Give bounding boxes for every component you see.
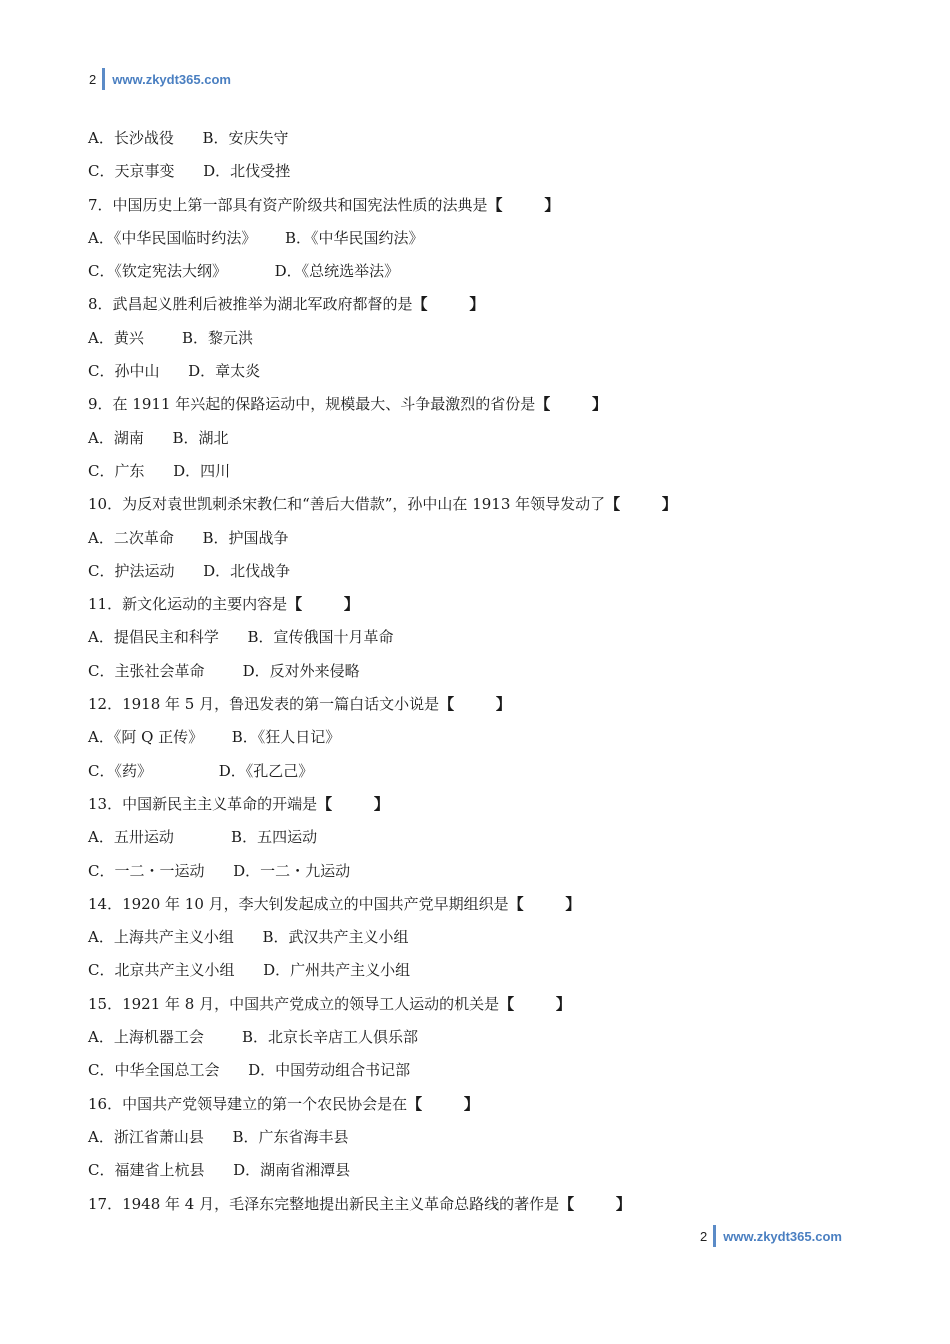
page-header <box>89 68 231 90</box>
option-line: C．福建省上杭县 D．湖南省湘潭县 <box>88 1161 351 1180</box>
option-line: A．提倡民主和科学 B．宣传俄国十月革命 <box>88 628 394 647</box>
question-line <box>88 189 868 222</box>
option-line: C．一二・一运动 D．一二・九运动 <box>88 861 351 880</box>
footer-divider <box>713 1225 716 1247</box>
option-line: A．上海机器工会 B．北京长辛店工人俱乐部 <box>88 1028 419 1047</box>
answer-bracket: 【 】 <box>499 994 571 1013</box>
question-line <box>88 588 868 621</box>
option-line: A．长沙战役 B．安庆失守 <box>88 129 289 147</box>
footer-page-number: 2 <box>700 1228 708 1244</box>
answer-bracket: 【 】 <box>559 1194 631 1213</box>
header-site-url: www.zkydt365.com <box>112 71 231 87</box>
option-line: A．《中华民国临时约法》 B．《中华民国约法》 <box>88 228 424 247</box>
header-page-number: 2 <box>89 71 97 87</box>
question-text: 11．新文化运动的主要内容是 <box>88 595 288 614</box>
option-line: A．五卅运动 B．五四运动 <box>88 828 318 847</box>
question-line <box>88 988 868 1021</box>
answer-bracket: 【 】 <box>407 1094 479 1113</box>
option-line: C．《药》 D．《孔乙己》 <box>88 761 314 780</box>
question-line <box>88 688 868 721</box>
question-line <box>88 288 868 321</box>
option-line: C．护法运动 D．北伐战争 <box>88 561 291 580</box>
answer-bracket: 【 】 <box>508 894 581 913</box>
option-line: A．上海共产主义小组 B．武汉共产主义小组 <box>88 928 409 947</box>
exam-questions <box>88 122 868 1221</box>
question-text: 13．中国新民主主义革命的开端是 <box>88 794 318 813</box>
page-footer <box>700 1225 842 1247</box>
question-text: 15．1921 年 8 月，中国共产党成立的领导工人运动的机关是 <box>88 994 500 1013</box>
option-line: C．广东 D．四川 <box>88 461 231 480</box>
answer-bracket: 【 】 <box>412 295 485 314</box>
option-line: A．浙江省萧山县 B．广东省海丰县 <box>88 1127 349 1146</box>
option-line: C．天京事变 D．北伐受挫 <box>88 162 291 181</box>
question-text: 16．中国共产党领导建立的第一个农民协会是在 <box>88 1094 408 1113</box>
option-line: C．孙中山 D．章太炎 <box>88 362 261 381</box>
question-text: 14．1920 年 10 月，李大钊发起成立的中国共产党早期组织是 <box>88 894 509 913</box>
option-line: A．二次革命 B．护国战争 <box>88 528 289 547</box>
question-text: 17．1948 年 4 月，毛泽东完整地提出新民主主义革命总路线的著作是 <box>88 1194 560 1213</box>
question-text: 7．中国历史上第一部具有资产阶级共和国宪法性质的法典是 <box>88 195 488 214</box>
question-text: 12．1918 年 5 月，鲁迅发表的第一篇白话文小说是 <box>88 695 440 714</box>
option-line: A．黄兴 B．黎元洪 <box>88 328 254 347</box>
question-text: 10．为反对袁世凯刺杀宋教仁和“善后大借款”，孙中山在 1913 年领导发动了 <box>88 495 606 514</box>
question-text: 8．武昌起义胜利后被推举为湖北军政府都督的是 <box>88 295 413 314</box>
option-line: C．北京共产主义小组 D．广州共产主义小组 <box>88 961 411 980</box>
question-line <box>88 888 868 921</box>
answer-bracket: 【 】 <box>317 794 389 813</box>
option-line: C．中华全国总工会 D．中国劳动组合书记部 <box>88 1061 411 1080</box>
question-line <box>88 1188 868 1221</box>
question-line <box>88 488 868 521</box>
question-line <box>88 388 868 421</box>
answer-bracket: 【 】 <box>487 195 560 214</box>
footer-site-url: www.zkydt365.com <box>723 1228 842 1244</box>
question-line <box>88 1088 868 1121</box>
answer-bracket: 【 】 <box>439 695 511 714</box>
header-divider <box>102 68 105 90</box>
answer-bracket: 【 】 <box>605 495 677 514</box>
option-line: C．主张社会革命 D．反对外来侵略 <box>88 661 360 680</box>
answer-bracket: 【 】 <box>535 395 608 414</box>
option-line: A．《阿 Q 正传》 B．《狂人日记》 <box>88 728 341 747</box>
question-text: 9．在 1911 年兴起的保路运动中，规模最大、斗争最激烈的省份是 <box>88 395 536 414</box>
option-line: C．《钦定宪法大纲》 D．《总统选举法》 <box>88 262 400 281</box>
answer-bracket: 【 】 <box>287 595 359 614</box>
question-line <box>88 788 868 821</box>
option-line: A．湖南 B．湖北 <box>88 428 229 447</box>
